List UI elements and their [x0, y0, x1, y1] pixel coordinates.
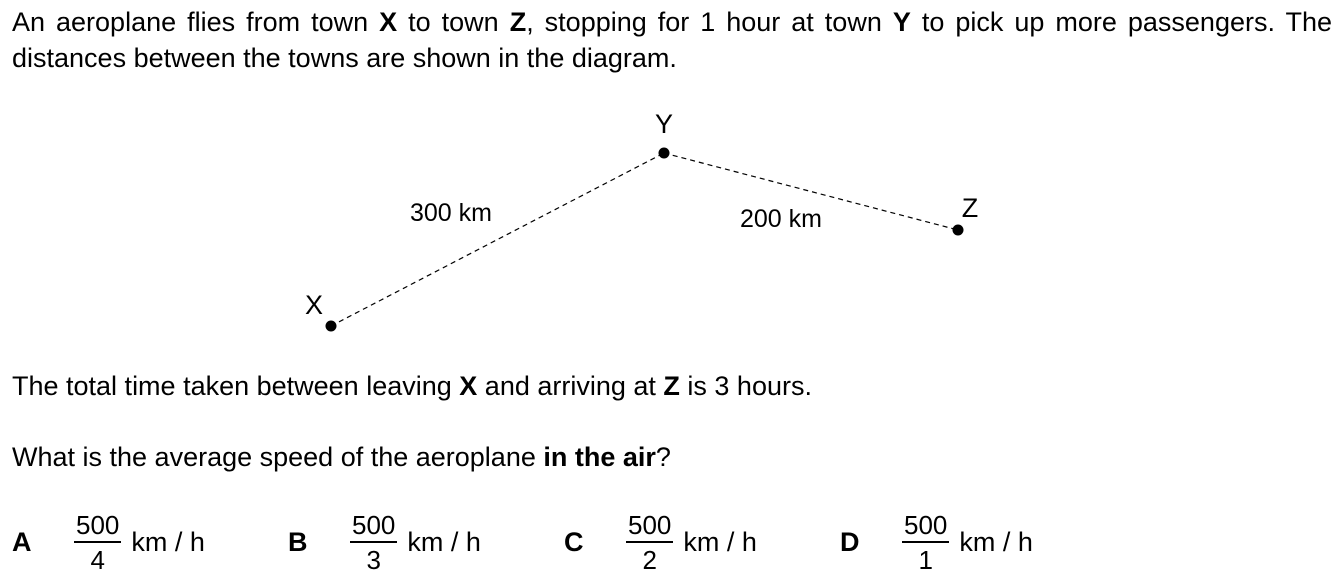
option-fraction [626, 510, 673, 575]
option-letter: A [12, 527, 32, 557]
fraction-numerator: 500 [74, 510, 121, 543]
option-letter: C [564, 527, 584, 557]
option-letter: D [840, 527, 860, 557]
prompt-text: What is the average speed of the aeroplane [12, 442, 544, 472]
time-text: The total time taken between leaving [12, 371, 460, 401]
option-unit: km / h [959, 527, 1033, 557]
option-unit: km / h [683, 527, 757, 557]
town-y-point [659, 148, 670, 159]
town-z-name: Z [961, 193, 979, 223]
option-d[interactable] [840, 510, 1033, 575]
fraction-denominator: 3 [366, 545, 381, 575]
option-fraction [74, 510, 121, 575]
town-z-ref: Z [663, 371, 680, 401]
option-c[interactable] [564, 510, 757, 575]
option-fraction [902, 510, 949, 575]
option-letter: B [288, 527, 308, 557]
time-text: is 3 hours. [679, 371, 812, 401]
town-y-label: Y [892, 7, 911, 37]
route-x-y [331, 153, 664, 326]
question-prompt [12, 441, 671, 473]
town-z-label: Z [509, 7, 527, 37]
fraction-numerator: 500 [902, 510, 949, 543]
option-unit: km / h [131, 527, 205, 557]
fraction-denominator: 2 [642, 545, 657, 575]
option-fraction [350, 510, 397, 575]
time-statement [12, 370, 812, 402]
distance-x-y: 300 km [410, 199, 492, 227]
town-x-point [326, 321, 337, 332]
town-z-point [953, 225, 964, 236]
fraction-denominator: 1 [918, 545, 933, 575]
prompt-emphasis: in the air [543, 442, 656, 472]
town-x-ref: X [459, 371, 478, 401]
fraction-numerator: 500 [626, 510, 673, 543]
intro-text: to pick up more passengers. The distances between the towns are shown in the diagram. [12, 7, 1332, 73]
time-text: and arriving at [477, 371, 664, 401]
intro-text: An aeroplane flies from town [12, 7, 380, 37]
fraction-denominator: 4 [90, 545, 105, 575]
town-x-name: X [304, 290, 324, 320]
town-y-name: Y [654, 109, 674, 139]
intro-text: to town [397, 7, 510, 37]
intro-text: , stopping for 1 hour at town [526, 7, 893, 37]
town-x-label: X [379, 7, 398, 37]
prompt-text: ? [655, 442, 671, 472]
option-a[interactable] [12, 510, 205, 575]
option-unit: km / h [407, 527, 481, 557]
option-b[interactable] [288, 510, 481, 575]
fraction-numerator: 500 [350, 510, 397, 543]
distance-y-z: 200 km [740, 205, 822, 233]
